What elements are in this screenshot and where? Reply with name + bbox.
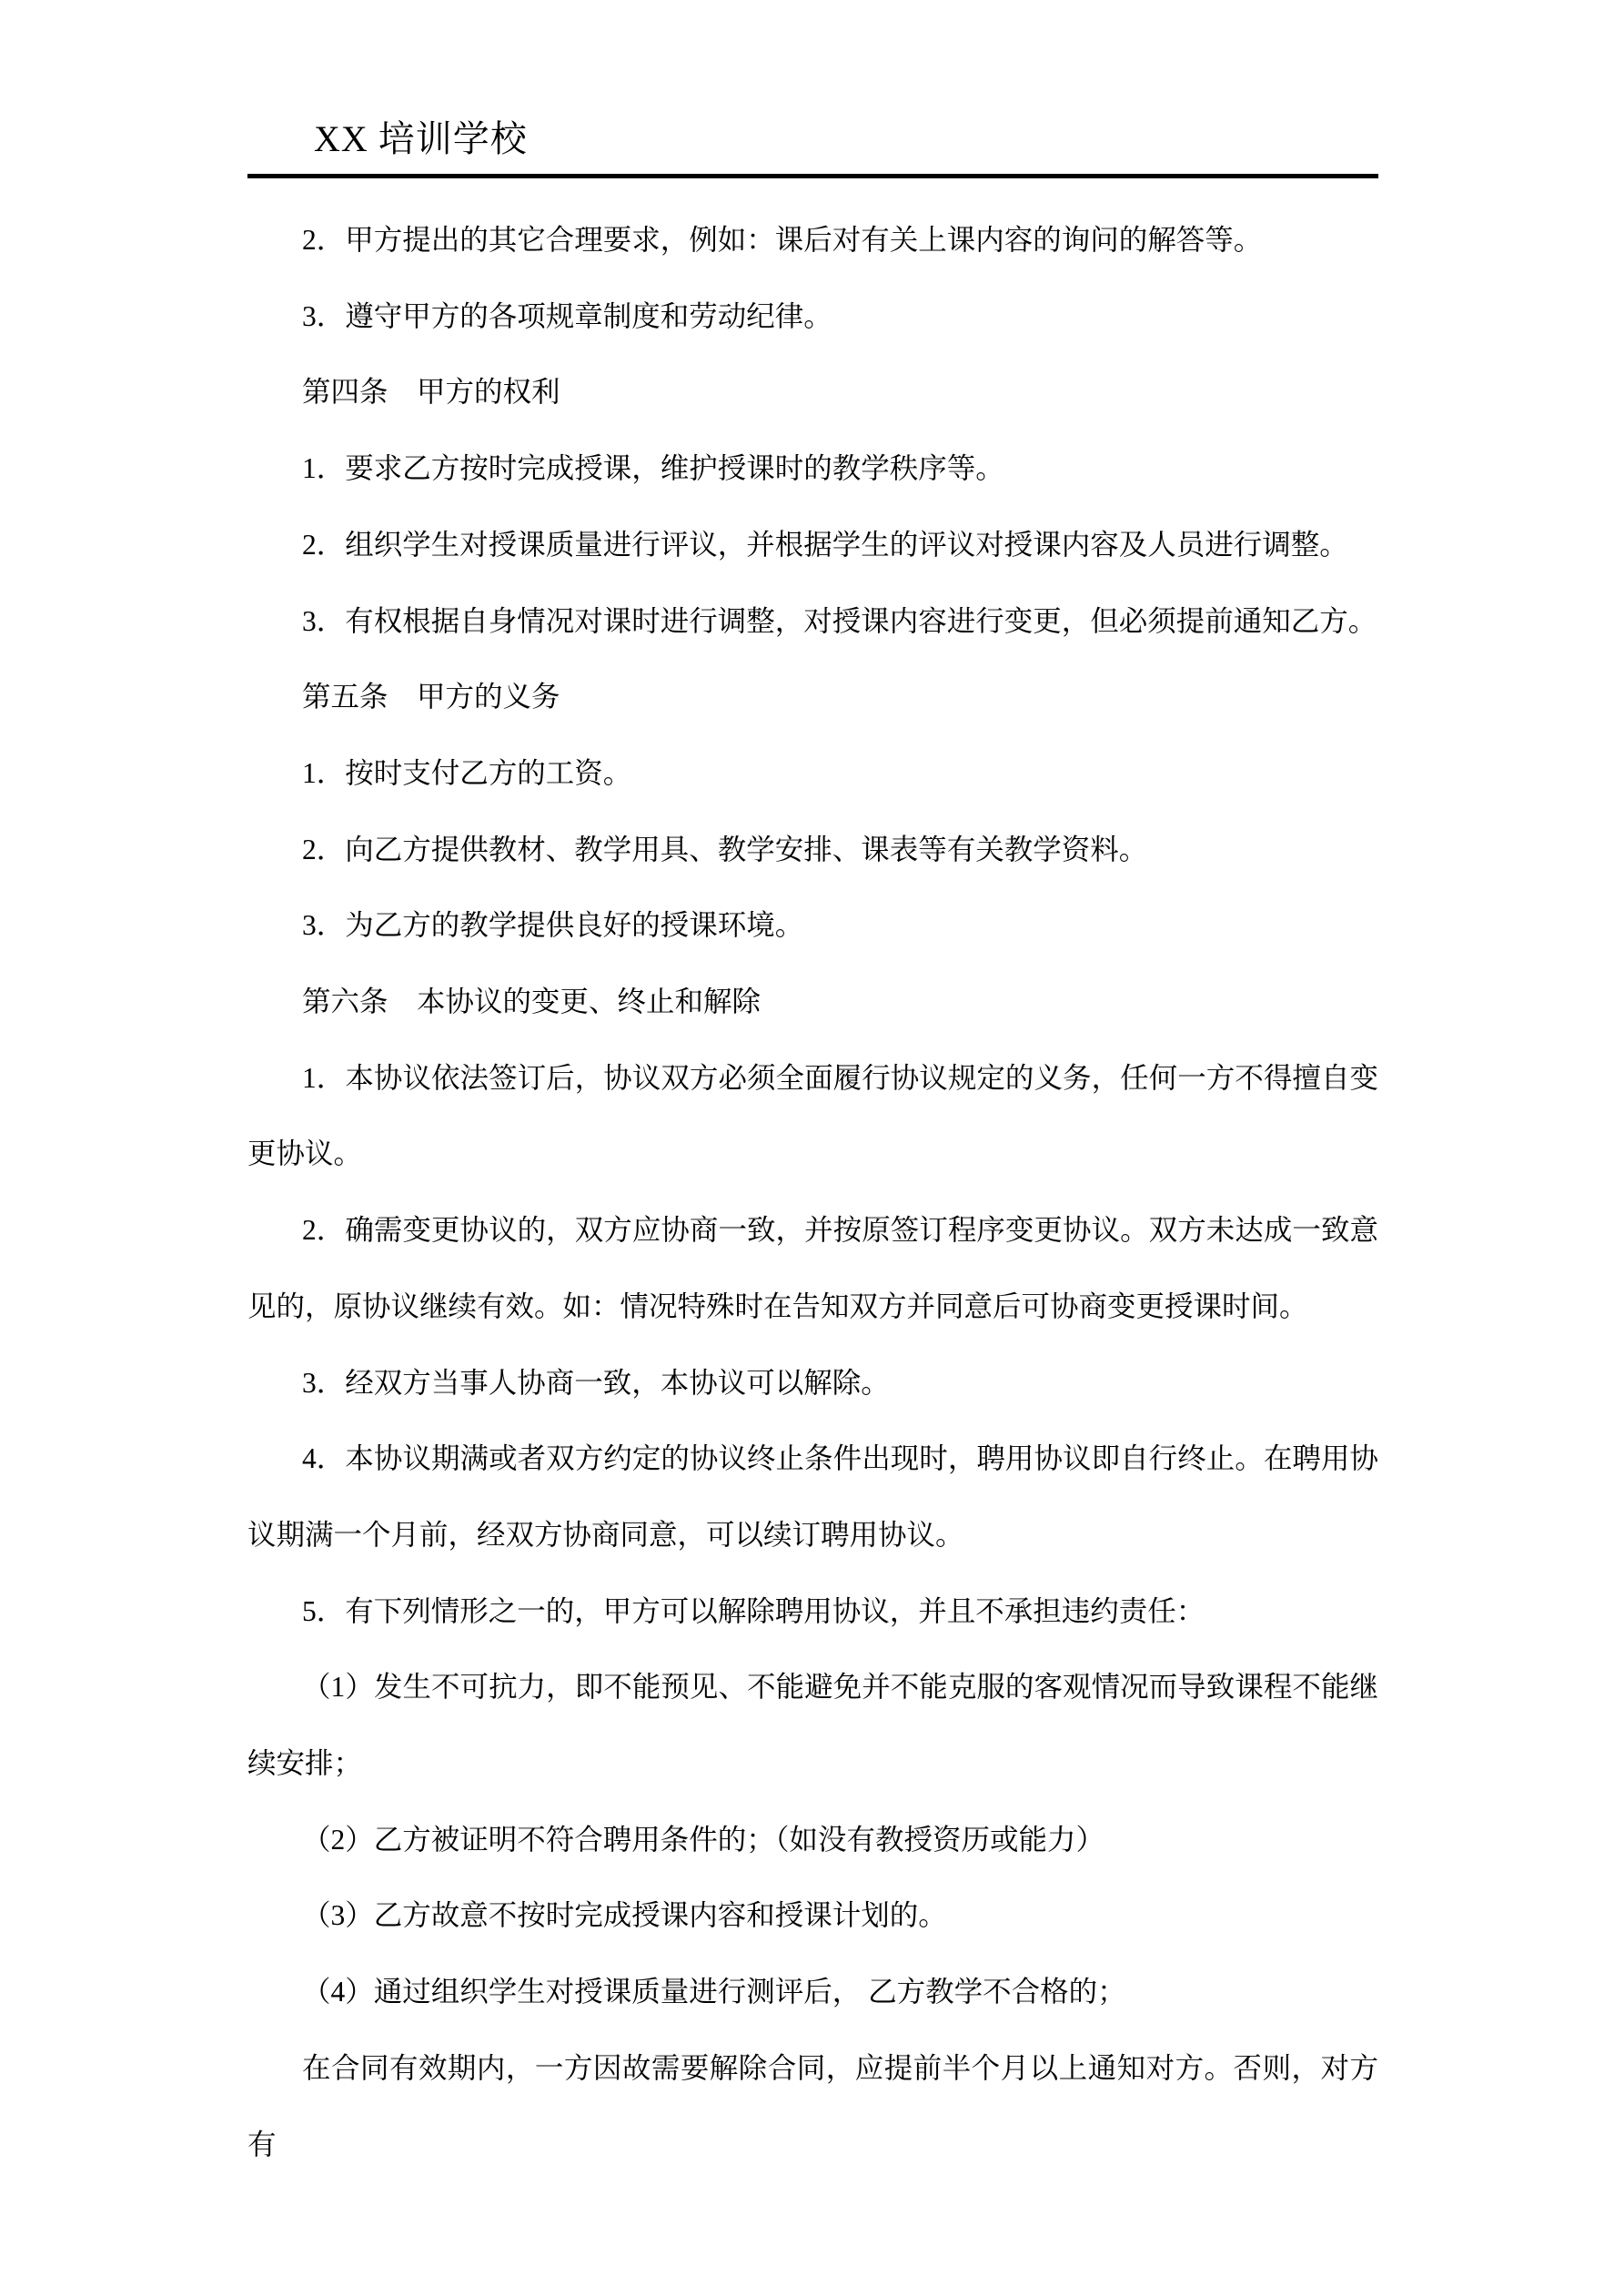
- clause-4-heading: 第四条 甲方的权利: [302, 376, 560, 409]
- termination-notice-paragraph: 在合同有效期内，一方因故需要解除合同，应提前半个月以上通知对方。否则，对方有: [247, 2051, 1378, 2160]
- clause-6-item-5-sub-2: （2）乙方被证明不符合聘用条件的；（如没有教授资历或能力）: [302, 1823, 1105, 1856]
- clause-4-item-2: 2．组织学生对授课质量进行评议，并根据学生的评议对授课内容及人员进行调整。: [302, 528, 1348, 561]
- clause-6-item-5-sub-3: （3）乙方故意不按时完成授课内容和授课计划的。: [302, 1899, 947, 1932]
- prev-clause-item-2: 2．甲方提出的其它合理要求，例如：课后对有关上课内容的询问的解答等。: [302, 224, 1263, 256]
- contract-body: [247, 202, 1378, 2182]
- clause-6-item-5: 5．有下列情形之一的，甲方可以解除聘用协议，并且不承担违约责任：: [302, 1594, 1205, 1627]
- clause-6-item-5-sub-1: （1）发生不可抗力，即不能预见、不能避免并不能克服的客观情况而导致课程不能继续安排；: [247, 1671, 1378, 1780]
- clause-5-item-2: 2．向乙方提供教材、教学用具、教学安排、课表等有关教学资料。: [302, 833, 1148, 865]
- clause-6-item-4: 4．本协议期满或者双方约定的协议终止条件出现时，聘用协议即自行终止。在聘用协议期满一个月前，经双方协商同意，可以续订聘用协议。: [247, 1442, 1378, 1551]
- clause-5-item-3: 3．为乙方的教学提供良好的授课环境。: [302, 909, 804, 942]
- clause-6-item-5-sub-4: （4）通过组织学生对授课质量进行测评后， 乙方教学不合格的；: [302, 1976, 1126, 2008]
- clause-6-item-2: 2．确需变更协议的，双方应协商一致，并按原签订程序变更协议。双方未达成一致意见的，原协议继续有效。如：情况特殊时在告知双方并同意后可协商变更授课时间。: [247, 1214, 1378, 1322]
- prev-clause-item-3: 3．遵守甲方的各项规章制度和劳动纪律。: [302, 299, 832, 332]
- clause-6-item-1: 1．本协议依法签订后，协议双方必须全面履行协议规定的义务，任何一方不得擅自变更协议。: [247, 1061, 1378, 1170]
- clause-4-item-1: 1．要求乙方按时完成授课，维护授课时的教学秩序等。: [302, 452, 1004, 485]
- school-name-header: XX 培训学校: [314, 118, 528, 159]
- header-rule: [247, 174, 1378, 178]
- clause-5-item-1: 1．按时支付乙方的工资。: [302, 756, 632, 789]
- clause-4-item-3: 3．有权根据自身情况对课时进行调整，对授课内容进行变更，但必须提前通知乙方。: [302, 604, 1377, 637]
- clause-5-heading: 第五条 甲方的义务: [302, 681, 560, 713]
- clause-6-item-3: 3．经双方当事人协商一致，本协议可以解除。: [302, 1366, 890, 1399]
- clause-6-heading: 第六条 本协议的变更、终止和解除: [302, 986, 762, 1018]
